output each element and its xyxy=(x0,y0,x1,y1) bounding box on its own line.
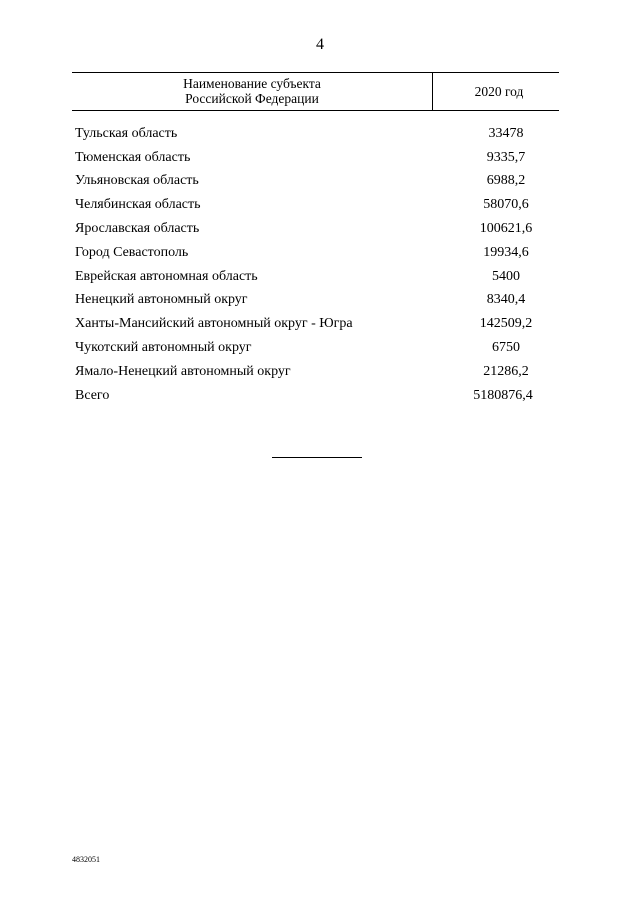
subject-name: Тюменская область xyxy=(75,149,191,165)
column-header-subject-line1: Наименование субъекта xyxy=(183,76,321,91)
subject-name: Тульская область xyxy=(75,125,178,141)
column-header-year: 2020 год xyxy=(474,84,524,99)
subject-value: 21286,2 xyxy=(483,363,529,379)
allocation-table xyxy=(72,72,559,408)
subject-value: 58070,6 xyxy=(483,197,529,213)
table-row xyxy=(72,241,559,265)
subject-value: 6988,2 xyxy=(486,173,526,189)
subject-name: Город Севастополь xyxy=(75,244,189,260)
total-value: 5180876,4 xyxy=(473,387,533,403)
subject-value: 9335,7 xyxy=(486,149,526,165)
table-row xyxy=(72,170,559,194)
subject-name: Ярославская область xyxy=(75,221,200,237)
table-row xyxy=(72,193,559,217)
subject-value: 33478 xyxy=(488,125,524,141)
total-row xyxy=(72,384,559,408)
subject-value: 19934,6 xyxy=(483,244,529,260)
document-id: 4832051 xyxy=(72,855,100,864)
subject-value: 142509,2 xyxy=(479,316,533,332)
end-of-document-rule xyxy=(272,457,362,458)
table-row xyxy=(72,360,559,384)
page-number: 4 xyxy=(316,36,324,53)
column-header-subject-line2: Российской Федерации xyxy=(185,91,319,106)
table-row xyxy=(72,312,559,336)
table-row xyxy=(72,146,559,170)
subject-value: 6750 xyxy=(492,340,520,356)
subject-name: Ненецкий автономный округ xyxy=(75,292,248,308)
table-row xyxy=(72,122,559,146)
table-body xyxy=(72,122,559,408)
subject-value: 5400 xyxy=(492,268,520,284)
subject-name: Еврейская автономная область xyxy=(75,268,258,284)
table-row xyxy=(72,217,559,241)
table-row xyxy=(72,265,559,289)
subject-name: Чукотский автономный округ xyxy=(75,340,252,356)
table-header xyxy=(72,72,559,111)
subject-name: Ямало-Ненецкий автономный округ xyxy=(75,363,291,379)
subject-name: Челябинская область xyxy=(75,197,201,213)
total-label: Всего xyxy=(75,387,110,403)
table-row xyxy=(72,289,559,313)
column-header-subject xyxy=(72,73,433,110)
subject-name: Ханты-Мансийский автономный округ - Югра xyxy=(75,316,353,332)
subject-value: 8340,4 xyxy=(486,292,526,308)
subject-name: Ульяновская область xyxy=(75,173,199,189)
table-row xyxy=(72,336,559,360)
subject-value: 100621,6 xyxy=(479,221,533,237)
